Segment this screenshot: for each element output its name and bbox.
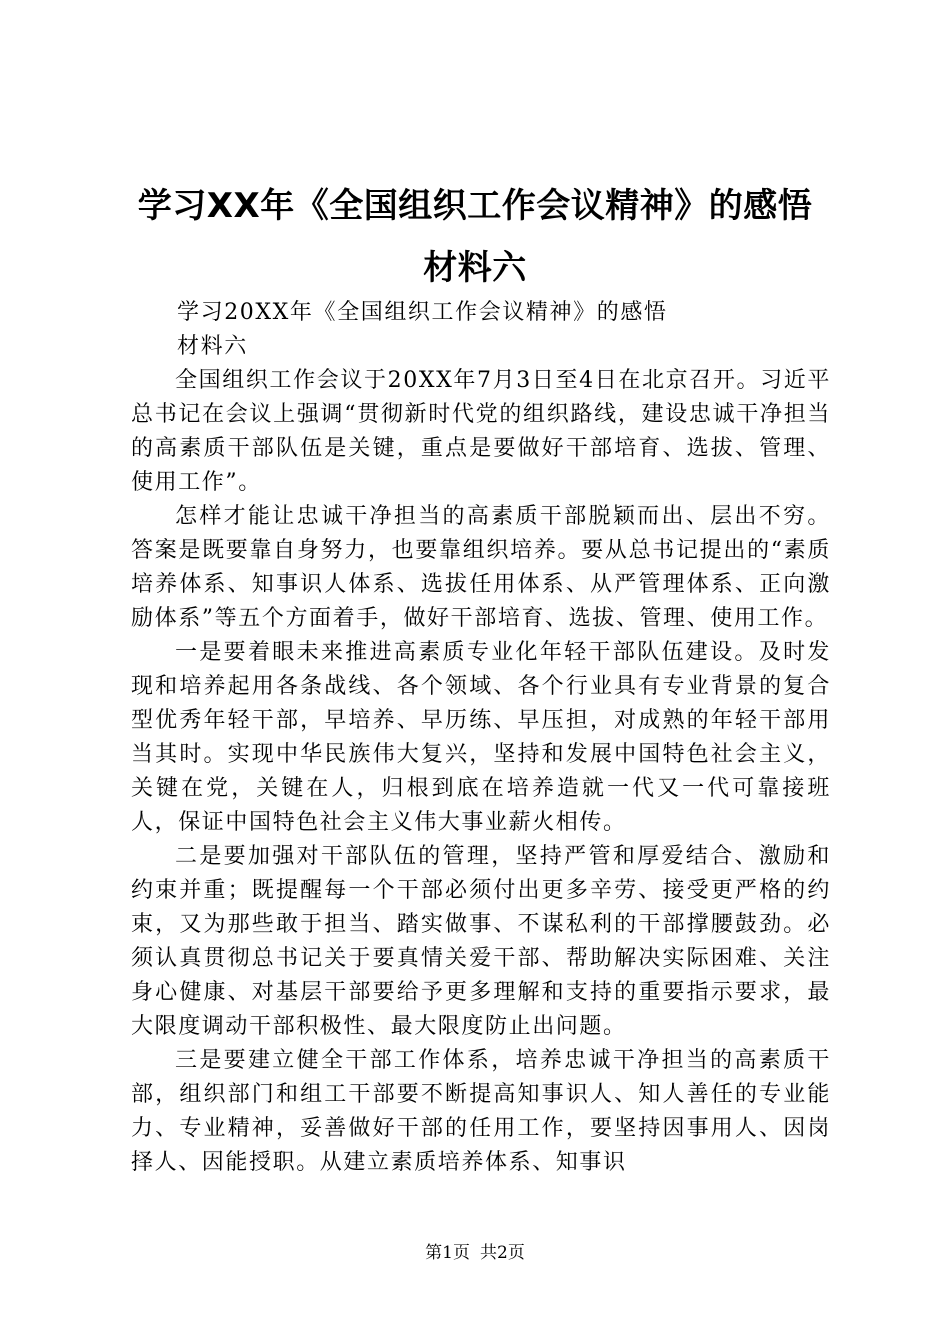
document-title-line2: 材料六: [423, 248, 527, 288]
subtitle-line2: 材料六: [177, 334, 248, 359]
page-number-total: 共2页: [480, 1243, 525, 1263]
paragraph-4: 二是要加强对干部队伍的管理，坚持严管和厚爱结合、激励和约束并重；既提醒每一个干部必须付出更多辛劳、接受更严格的约束，又为那些敢于担当、踏实做事、不谋私利的干部撑腰鼓劲。必须认真贯彻总书记关于要真情关爱干部、帮助解决实际困难、关注身心健康、对基层干部要给予更多理解和支持的重要指示要求，最大限度调动干部积极性、最大限度防止出问题。: [131, 844, 831, 1039]
paragraph-5: 三是要建立健全干部工作体系，培养忠诚干净担当的高素质干部，组织部门和组工干部要不断提高知事识人、知人善任的专业能力、专业精神，妥善做好干部的任用工作，要坚持因事用人、因岗择人、因能授职。从建立素质培养体系、知事识: [131, 1048, 831, 1175]
paragraph-1: 全国组织工作会议于20XX年7月3日至4日在北京召开。习近平总书记在会议上强调“贯彻新时代党的组织路线，建设忠诚干净担当的高素质干部队伍是关键，重点是要做好干部培育、选拔、管理、使用工作”。: [131, 368, 831, 495]
page-footer: [0, 1242, 950, 1264]
subtitle-line1: 学习20XX年《全国组织工作会议精神》的感悟: [177, 300, 668, 325]
page-number-current: 第1页: [425, 1243, 470, 1263]
paragraph-2: 怎样才能让忠诚干净担当的高素质干部脱颖而出、层出不穷。答案是既要靠自身努力，也要靠组织培养。要从总书记提出的“素质培养体系、知事识人体系、选拔任用体系、从严管理体系、正向激励体系”等五个方面着手，做好干部培育、选拔、管理、使用工作。: [131, 504, 831, 631]
paragraph-3: 一是要着眼未来推进高素质专业化年轻干部队伍建设。及时发现和培养起用各条战线、各个领域、各个行业具有专业背景的复合型优秀年轻干部，早培养、早历练、早压担，对成熟的年轻干部用当其时。实现中华民族伟大复兴，坚持和发展中国特色社会主义，关键在党，关键在人，归根到底在培养造就一代又一代可靠接班人，保证中国特色社会主义伟大事业薪火相传。: [131, 640, 831, 835]
document-body: [131, 296, 831, 1180]
document-title-line1: 学习XX年《全国组织工作会议精神》的感悟: [137, 186, 813, 226]
